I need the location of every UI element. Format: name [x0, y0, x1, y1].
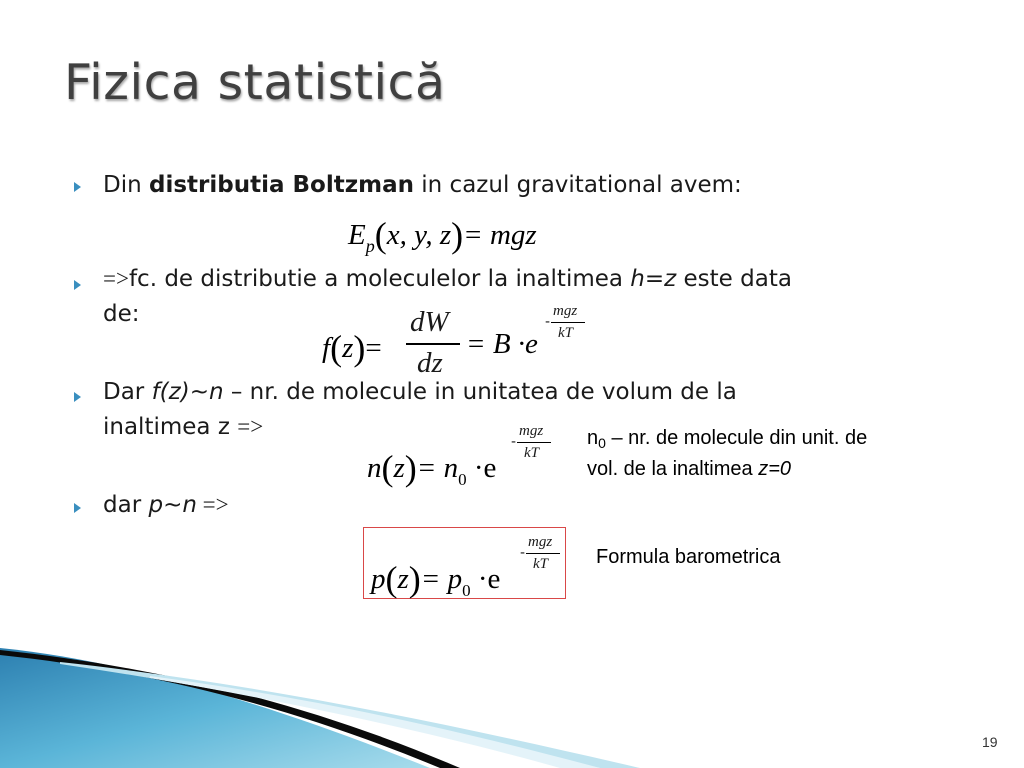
bullet-arrow-icon: [74, 182, 81, 192]
slide: Fizica statistică Din distributia Boltzman in cazul gravitational avem: $E_p(x$, y, z)= mgz =>fc. de distributie a moleculelor la inaltimea h=z este data de: f(z)= dW dz = B ·e - mgz kT Dar f(z)~n – nr. de molecule in unitatea de volum de la inaltimea z => $n(z)= n_0 \cdot e$ - mgz kT $n_0$ – nr. de molecule din unit. de vol. de la inaltimea z=0 dar p~n => $p(z)= p_0 \cdot e$ - mgz kT Formula barometrica 19: [0, 0, 1024, 768]
bullet-2: [103, 266, 792, 292]
eq4-rhs: = p: [420, 563, 463, 595]
eq2-f: f: [322, 332, 331, 364]
bullet-1-post: in cazul gravitational avem:: [413, 172, 742, 198]
bullet-2-text2: este data: [676, 266, 792, 292]
eq2-den: dz: [417, 347, 443, 379]
eq1-args: x, y, z: [386, 219, 452, 251]
bullet-1-pre: Din: [103, 172, 149, 198]
bullet-2-line2: de:: [103, 301, 140, 327]
eq1-E: E: [348, 219, 366, 251]
bullet-3-text: – nr. de molecule in unitatea de volum de la: [223, 379, 737, 405]
bullet-3-line2-text: inaltimea z: [103, 414, 238, 440]
eq3-minus: -: [511, 434, 517, 450]
eq3-n: n: [367, 452, 382, 484]
bullet-3-pre: Dar: [103, 379, 152, 405]
eq4-exp-num: mgz: [528, 534, 553, 550]
bullet-2-italic: h=z: [630, 266, 677, 292]
eq4-p: p: [371, 563, 386, 595]
slide-title: Fizica statistică: [64, 54, 446, 111]
bullet-4-italic: p~n: [148, 492, 197, 518]
eq2-minus: -: [545, 314, 551, 330]
eq1-rhs: = mgz: [463, 219, 537, 251]
eq3-sub: 0: [458, 470, 467, 489]
eq4-e: ·e: [477, 563, 501, 595]
eq4-z: z: [397, 563, 409, 595]
eq1-sub-p: p: [365, 236, 375, 256]
eq2-frac-line: [406, 343, 460, 345]
note-n0: [587, 427, 867, 451]
note1-sub: 0: [598, 435, 606, 451]
bullet-4: [103, 492, 229, 518]
bullet-1: [103, 172, 742, 198]
eq2-num: dW: [410, 306, 449, 338]
note1-n: n: [587, 427, 599, 449]
eq4-exp-line: [526, 553, 560, 554]
bullet-3-line2: [103, 414, 263, 440]
equation-potential-energy: $E_p(x$, y, z)= mgz: [348, 215, 537, 256]
eq3-e: ·e: [473, 452, 497, 484]
eq2-rhs: = B ·e: [466, 328, 538, 360]
bullet-arrow-icon: [74, 392, 81, 402]
eq3-exp-den: kT: [524, 445, 539, 461]
eq2-eq: =: [365, 332, 382, 364]
note1-line2a: vol. de la inaltimea: [587, 458, 759, 480]
eq4-exp-den: kT: [533, 556, 548, 572]
bullet-3-arrow: =>: [237, 414, 264, 439]
bullet-3: [103, 379, 737, 405]
note-barometric-formula: Formula barometrica: [596, 546, 781, 568]
eq2-exp-num: mgz: [553, 303, 578, 319]
bullet-4-arrow: =>: [196, 492, 229, 517]
note-n0-line2: [587, 458, 791, 481]
eq3-rhs: = n: [416, 452, 459, 484]
eq4-minus: -: [520, 545, 526, 561]
note1-line2b: z=0: [758, 458, 792, 480]
page-number: 19: [982, 734, 998, 750]
eq2-z: z: [342, 332, 354, 364]
eq3-z: z: [393, 452, 405, 484]
bullet-2-text1: fc. de distributie a moleculelor la inaltimea: [128, 266, 631, 292]
bullet-4-pre: dar: [103, 492, 149, 518]
eq4-sub: 0: [462, 581, 471, 600]
eq2-exp-den: kT: [558, 325, 573, 341]
bullet-arrow-icon: [74, 503, 81, 513]
bullet-1-bold: distributia Boltzman: [149, 172, 414, 198]
eq3-exp-num: mgz: [519, 423, 544, 439]
bullet-arrow-icon: [74, 280, 81, 290]
note1-line1: – nr. de molecule din unit. de: [605, 427, 868, 449]
eq3-exp-line: [517, 442, 551, 443]
bullet-3-italic: f(z)~n: [151, 379, 224, 405]
bullet-2-arrow: =>: [103, 266, 129, 291]
eq2-exp-line: [551, 322, 585, 323]
